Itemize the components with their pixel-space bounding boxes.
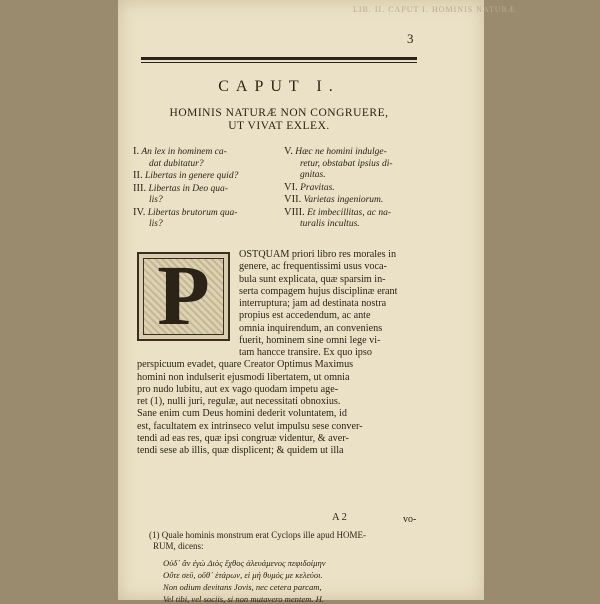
running-head: LIB. II. CAPUT I. HOMINIS NATURÆ [353,5,516,14]
contents-item: VIII. Et imbecillitas, ac na- [284,206,391,218]
body-line: homini non indulserit ejusmodi libertatem, ut omnia [137,371,350,383]
contents-item: I. An lex in hominem ca- [133,146,227,157]
book-page [118,0,516,604]
catchword: vo- [403,514,417,525]
body-line: perspicuum evadet, quare Creator Optimus Maximus [137,359,354,371]
contents-item: lis? [149,219,163,229]
verse-line: Οὔτε σεῦ, οὔθ᾽ ἑτάρων, εἰ μή θυμός με κελεύοι. [163,570,323,580]
contents-item: lis? [149,195,163,205]
body-text-beside-initial [239,249,397,347]
body-line: OSTQUAM priori libro res morales in [239,249,397,260]
signature-mark: A 2 [332,512,347,523]
verse-line: Vel tibi, vel sociis, si non mutavero mentem. H. [163,594,325,604]
body-line: propius est accedendum, ac ante [239,310,371,322]
verse-line: Οὐδ᾽ ἂν ἐγὼ Διὸς ἔχθος ἀλευάμενος πεφιδοίμην [163,558,326,568]
body-line: est, facultatem ex intrinseco velut impulsu sese conver- [137,420,363,432]
body-line: genere, ac frequentissimi usus voca- [239,261,387,273]
footnote-line: (1) Quale hominis monstrum erat Cyclops ille apud HOME- [149,530,366,540]
body-line: ret (1), nulli juri, regulæ, aut necessitati obnoxius. [137,396,341,408]
page-number: 3 [407,31,414,46]
contents-item: retur, obstabat ipsius di- [300,158,393,169]
footnote-line: RUM, dicens: [153,541,204,551]
body-line: tendi sese ab illis, quæ displicent; & quidem ut illa [137,445,344,457]
decorated-initial [137,247,230,343]
contents-item: gnitas. [300,170,326,180]
chapter-title-line: HOMINIS NATURÆ NON CONGRUERE, [169,107,389,119]
contents-item: turalis incultus. [300,219,360,229]
body-line: bula sunt explicata, quæ sparsim in- [239,273,386,285]
contents-item: IV. Libertas brutorum qua- [133,206,238,218]
contents-item: VI. Pravitas. [284,181,335,193]
contents-item: II. Libertas in genere quid? [133,170,239,181]
header-rule-thin [141,62,417,63]
chapter-heading: CAPUT I. [218,78,340,95]
chapter-title-line: UT VIVAT EXLEX. [228,120,330,132]
verse-line: Non odium devitans Jovis, nec cetera parcam, [163,582,322,592]
chapter-title [141,107,417,133]
body-text [137,347,372,458]
initial-letter: P [157,247,210,343]
footnote [149,530,366,552]
contents-item: dat dubitatur? [149,158,204,169]
header-rule-thick [141,57,417,60]
body-line: tendi ad eas res, quæ ipsi congruæ videntur, & aver- [137,433,349,445]
contents-item: VII. Varietas ingeniorum. [284,194,384,205]
body-line: pro nudo lubitu, aut ex vago quodam impetu age- [137,383,339,395]
body-line: tam hancce transire. Ex quo ipso [239,347,372,358]
contents-item: III. Libertas in Deo qua- [133,182,228,194]
body-line: interruptura; jam ad destinata nostra [239,298,387,310]
body-line: fuerit, hominem sine omni lege vi- [239,335,381,347]
contents-item: V. Hæc ne homini indulge- [284,146,387,157]
contents-right [284,146,393,231]
contents-left [133,146,238,231]
body-line: omnia inquirendum, an conveniens [239,322,383,334]
body-line: serta compagem hujus disciplinæ erant [239,285,398,297]
body-line: Sane enim cum Deus homini dederit voluntatem, id [137,408,347,420]
